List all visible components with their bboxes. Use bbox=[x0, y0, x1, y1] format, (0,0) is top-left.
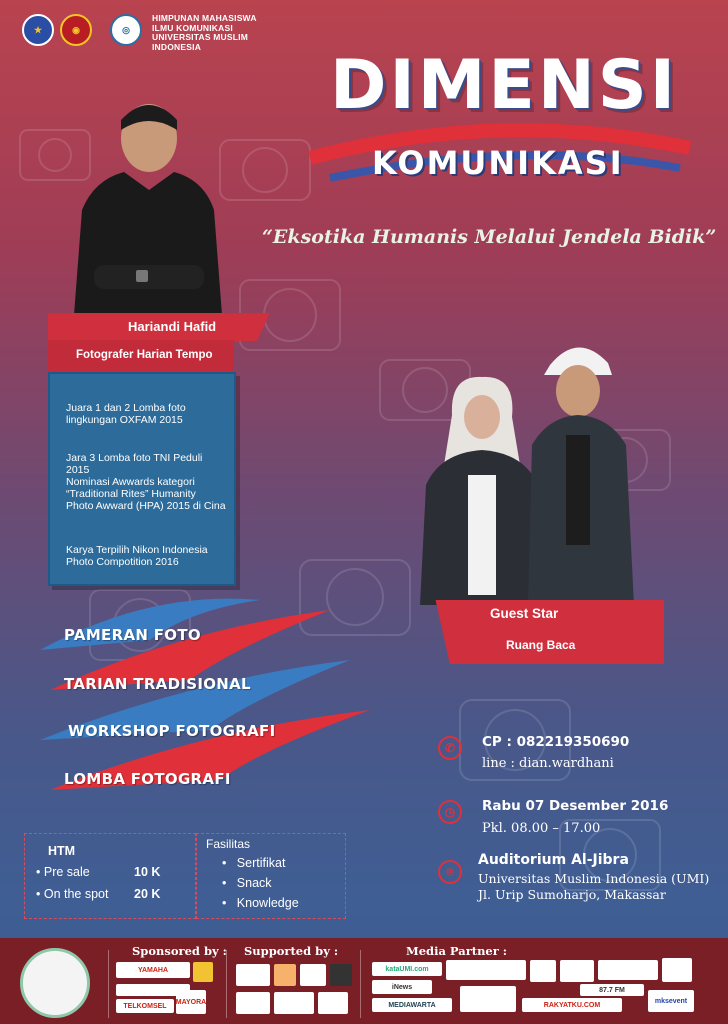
media-logo: 87.7 FM bbox=[580, 984, 644, 996]
org-name-line: INDONESIA bbox=[152, 41, 202, 52]
footer-divider bbox=[226, 950, 227, 1018]
achievement-item: Nominasi Awwards kategori “Traditional Rites” Humanity Photo Awward (HPA) 2015 di Cina bbox=[66, 476, 226, 512]
venue-line: Universitas Muslim Indonesia (UMI) bbox=[478, 871, 710, 886]
supporter-logo bbox=[318, 992, 348, 1014]
location-pin-icon: ⌾ bbox=[438, 860, 462, 884]
sponsor-logo bbox=[193, 962, 213, 982]
facility-item: • Sertifikat bbox=[222, 856, 286, 870]
media-partner-title: Media Partner : bbox=[406, 944, 508, 958]
footer-divider bbox=[360, 950, 361, 1018]
guest-label: Guest Star bbox=[490, 606, 559, 621]
htm-label: Pre sale bbox=[43, 865, 90, 879]
facilities-title: Fasilitas bbox=[206, 837, 251, 851]
event-item: TARIAN TRADISIONAL bbox=[64, 675, 251, 693]
contact-line: line : dian.wardhani bbox=[482, 756, 614, 771]
clock-icon: ◷ bbox=[438, 800, 462, 824]
media-logo bbox=[460, 986, 516, 1012]
org-logo-1: ★ bbox=[22, 14, 54, 46]
supporter-logo bbox=[236, 992, 270, 1014]
footer-divider bbox=[108, 950, 109, 1018]
org-logo-3: ◎ bbox=[110, 14, 142, 46]
tagline: “Eksotika Humanis Melalui Jendela Bidik” bbox=[262, 226, 717, 248]
supporter-logo bbox=[300, 964, 326, 986]
sponsor-logo: MAYORA bbox=[176, 990, 206, 1014]
phone-icon: ✆ bbox=[438, 736, 462, 760]
sponsored-title: Sponsored by : bbox=[132, 944, 227, 958]
htm-price: 20 K bbox=[134, 887, 161, 901]
facility-label: Sertifikat bbox=[236, 856, 286, 870]
media-logo bbox=[560, 960, 594, 982]
facility-item: • Snack bbox=[222, 876, 272, 890]
facility-label: Snack bbox=[236, 876, 272, 890]
supporter-logo bbox=[274, 964, 296, 986]
media-logo bbox=[662, 958, 692, 982]
org-name-line: UNIVERSITAS MUSLIM bbox=[152, 32, 249, 42]
contact-phone: CP : 082219350690 bbox=[482, 734, 630, 750]
event-item: PAMERAN FOTO bbox=[64, 626, 201, 644]
org-name bbox=[152, 14, 257, 52]
htm-price: 10 K bbox=[134, 865, 161, 879]
media-logo bbox=[530, 960, 556, 982]
htm-row: • Pre sale bbox=[36, 865, 90, 879]
facility-label: Knowledge bbox=[236, 896, 299, 910]
media-logo: mksevent bbox=[648, 990, 694, 1012]
achievement-item: Juara 1 dan 2 Lomba foto lingkungan OXFAM 2015 bbox=[66, 402, 186, 426]
facility-item: • Knowledge bbox=[222, 896, 299, 910]
venue-name: Auditorium Al-Jibra bbox=[478, 852, 629, 868]
media-logo bbox=[598, 960, 658, 980]
org-logo-2: ◉ bbox=[60, 14, 92, 46]
event-time: Pkl. 08.00 – 17.00 bbox=[482, 821, 601, 836]
event-subtitle: KOMUNIKASI bbox=[372, 144, 624, 182]
supporter-logo bbox=[274, 992, 314, 1014]
venue-line: Jl. Urip Sumoharjo, Makassar bbox=[478, 887, 666, 902]
speaker-name: Hariandi Hafid bbox=[128, 319, 217, 334]
supported-title: Supported by : bbox=[244, 944, 339, 958]
supporter-logo bbox=[236, 964, 270, 986]
guest-star-photo bbox=[420, 335, 665, 605]
media-logo: MEDIAWARTA bbox=[372, 998, 452, 1012]
media-logo bbox=[446, 960, 526, 980]
media-logo: iNews bbox=[372, 980, 432, 994]
org-name-line: ILMU KOMUNIKASI bbox=[152, 22, 233, 33]
guest-name: Ruang Baca bbox=[506, 638, 576, 652]
event-item: WORKSHOP FOTOGRAFI bbox=[68, 722, 276, 740]
media-logo: kataUMI.com bbox=[372, 962, 442, 976]
htm-label: On the spot bbox=[43, 887, 109, 901]
supporter-logo bbox=[330, 964, 352, 986]
sponsor-logo: TELKOMSEL bbox=[116, 999, 174, 1013]
event-date: Rabu 07 Desember 2016 bbox=[482, 798, 669, 814]
media-logo: RAKYATKU.COM bbox=[522, 998, 622, 1012]
achievement-item: Jara 3 Lomba foto TNI Peduli 2015 bbox=[66, 452, 203, 476]
event-logo bbox=[20, 948, 90, 1018]
speaker-role: Fotografer Harian Tempo bbox=[76, 349, 213, 361]
sponsor-logo: YAMAHA bbox=[116, 962, 190, 978]
speaker-photo bbox=[64, 90, 224, 315]
event-title: DIMENSI bbox=[330, 46, 679, 125]
org-name-line: HIMPUNAN MAHASISWA bbox=[152, 13, 257, 23]
achievement-item: Karya Terpilih Nikon Indonesia Photo Compotition 2016 bbox=[66, 544, 208, 568]
htm-row: • On the spot bbox=[36, 887, 109, 901]
event-item: LOMBA FOTOGRAFI bbox=[64, 770, 231, 788]
htm-title: HTM bbox=[48, 844, 76, 858]
